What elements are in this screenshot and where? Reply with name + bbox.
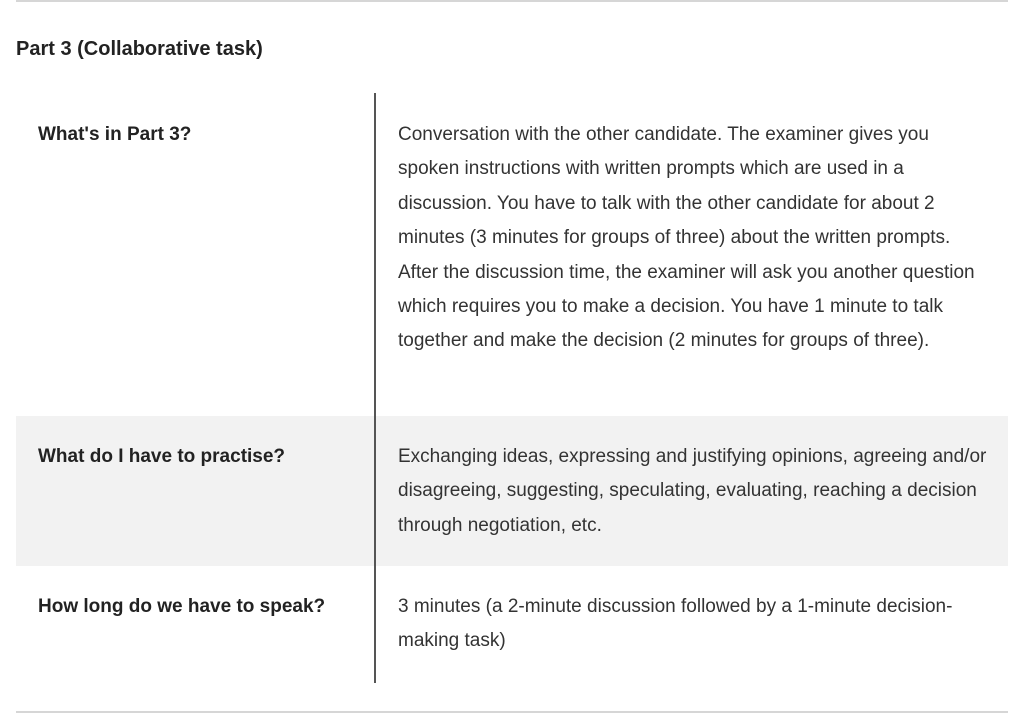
table-row bbox=[16, 566, 1008, 683]
question-cell: What do I have to practise? bbox=[16, 416, 375, 566]
table-row bbox=[16, 416, 1008, 566]
question-cell: What's in Part 3? bbox=[16, 93, 375, 416]
info-table bbox=[16, 93, 1008, 683]
question-cell: How long do we have to speak? bbox=[16, 566, 375, 683]
table-row bbox=[16, 93, 1008, 416]
top-divider bbox=[16, 0, 1008, 2]
bottom-divider bbox=[16, 711, 1008, 713]
answer-cell: Conversation with the other candidate. The examiner gives you spoken instructions with written prompts which are used in a discussion. You have to talk with the other candidate for about 2 minutes (3 minutes for groups of three) about the written prompts. After the discussion time, the examiner will ask you another question which requires you to make a decision. You have 1 minute to talk together and make the decision (2 minutes for groups of three). bbox=[398, 124, 975, 352]
section-title: Part 3 (Collaborative task) bbox=[16, 38, 263, 60]
answer-cell: 3 minutes (a 2-minute discussion followed by a 1-minute decision-making task) bbox=[398, 596, 953, 652]
answer-cell: Exchanging ideas, expressing and justifying opinions, agreeing and/or disagreeing, suggesting, speculating, evaluating, reaching a decision through negotiation, etc. bbox=[375, 416, 1008, 566]
